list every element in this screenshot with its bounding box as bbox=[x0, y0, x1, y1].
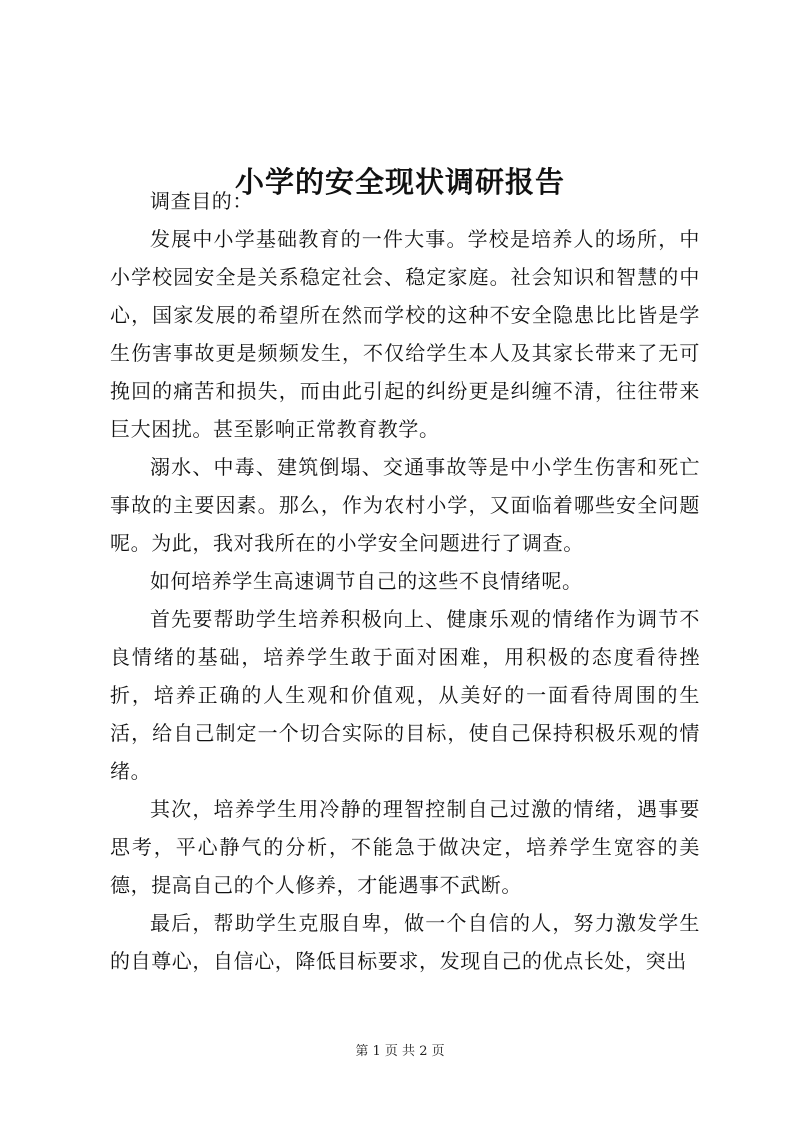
paragraph-emotion-question: 如何培养学生高速调节自己的这些不良情绪呢。 bbox=[150, 569, 583, 593]
document-body bbox=[110, 182, 700, 980]
paragraph-accident-causes: 溺水、中毒、建筑倒塌、交通事故等是中小学生伤害和死亡事故的主要因素。那么，作为农村小学，又面临着哪些安全问题呢。为此，我对我所在的小学安全问题进行了调查。 bbox=[110, 455, 700, 555]
paragraph-survey-purpose-heading: 调查目的： bbox=[150, 189, 253, 213]
paragraph-final-step: 最后，帮助学生克服自卑，做一个自信的人，努力激发学生的自尊心，自信心，降低目标要求，发现自己的优点长处，突出 bbox=[110, 911, 700, 973]
document-title: 小学的安全现状调研报告 bbox=[234, 165, 565, 200]
paragraph-second-step: 其次，培养学生用冷静的理智控制自己过激的情绪，遇事要思考，平心静气的分析，不能急于做决定，培养学生宽容的美德，提高自己的个人修养，才能遇事不武断。 bbox=[110, 797, 700, 897]
paragraph-school-safety-importance: 发展中小学基础教育的一件大事。学校是培养人的场所，中小学校园安全是关系稳定社会、稳定家庭。社会知识和智慧的中心，国家发展的希望所在然而学校的这种不安全隐患比比皆是学生伤害事故更是频频发生，不仅给学生本人及其家长带来了无可挽回的痛苦和损失，而由此引起的纠纷更是纠缠不清，往往带来巨大困扰。甚至影响正常教育教学。 bbox=[110, 227, 700, 441]
paragraph-first-step: 首先要帮助学生培养积极向上、健康乐观的情绪作为调节不良情绪的基础，培养学生敢于面对困难，用积极的态度看待挫折，培养正确的人生观和价值观，从美好的一面看待周围的生活，给自己制定一个切合实际的目标，使自己保持积极乐观的情绪。 bbox=[110, 607, 700, 783]
page-number-footer: 第 1 页 共 2 页 bbox=[355, 1044, 445, 1059]
